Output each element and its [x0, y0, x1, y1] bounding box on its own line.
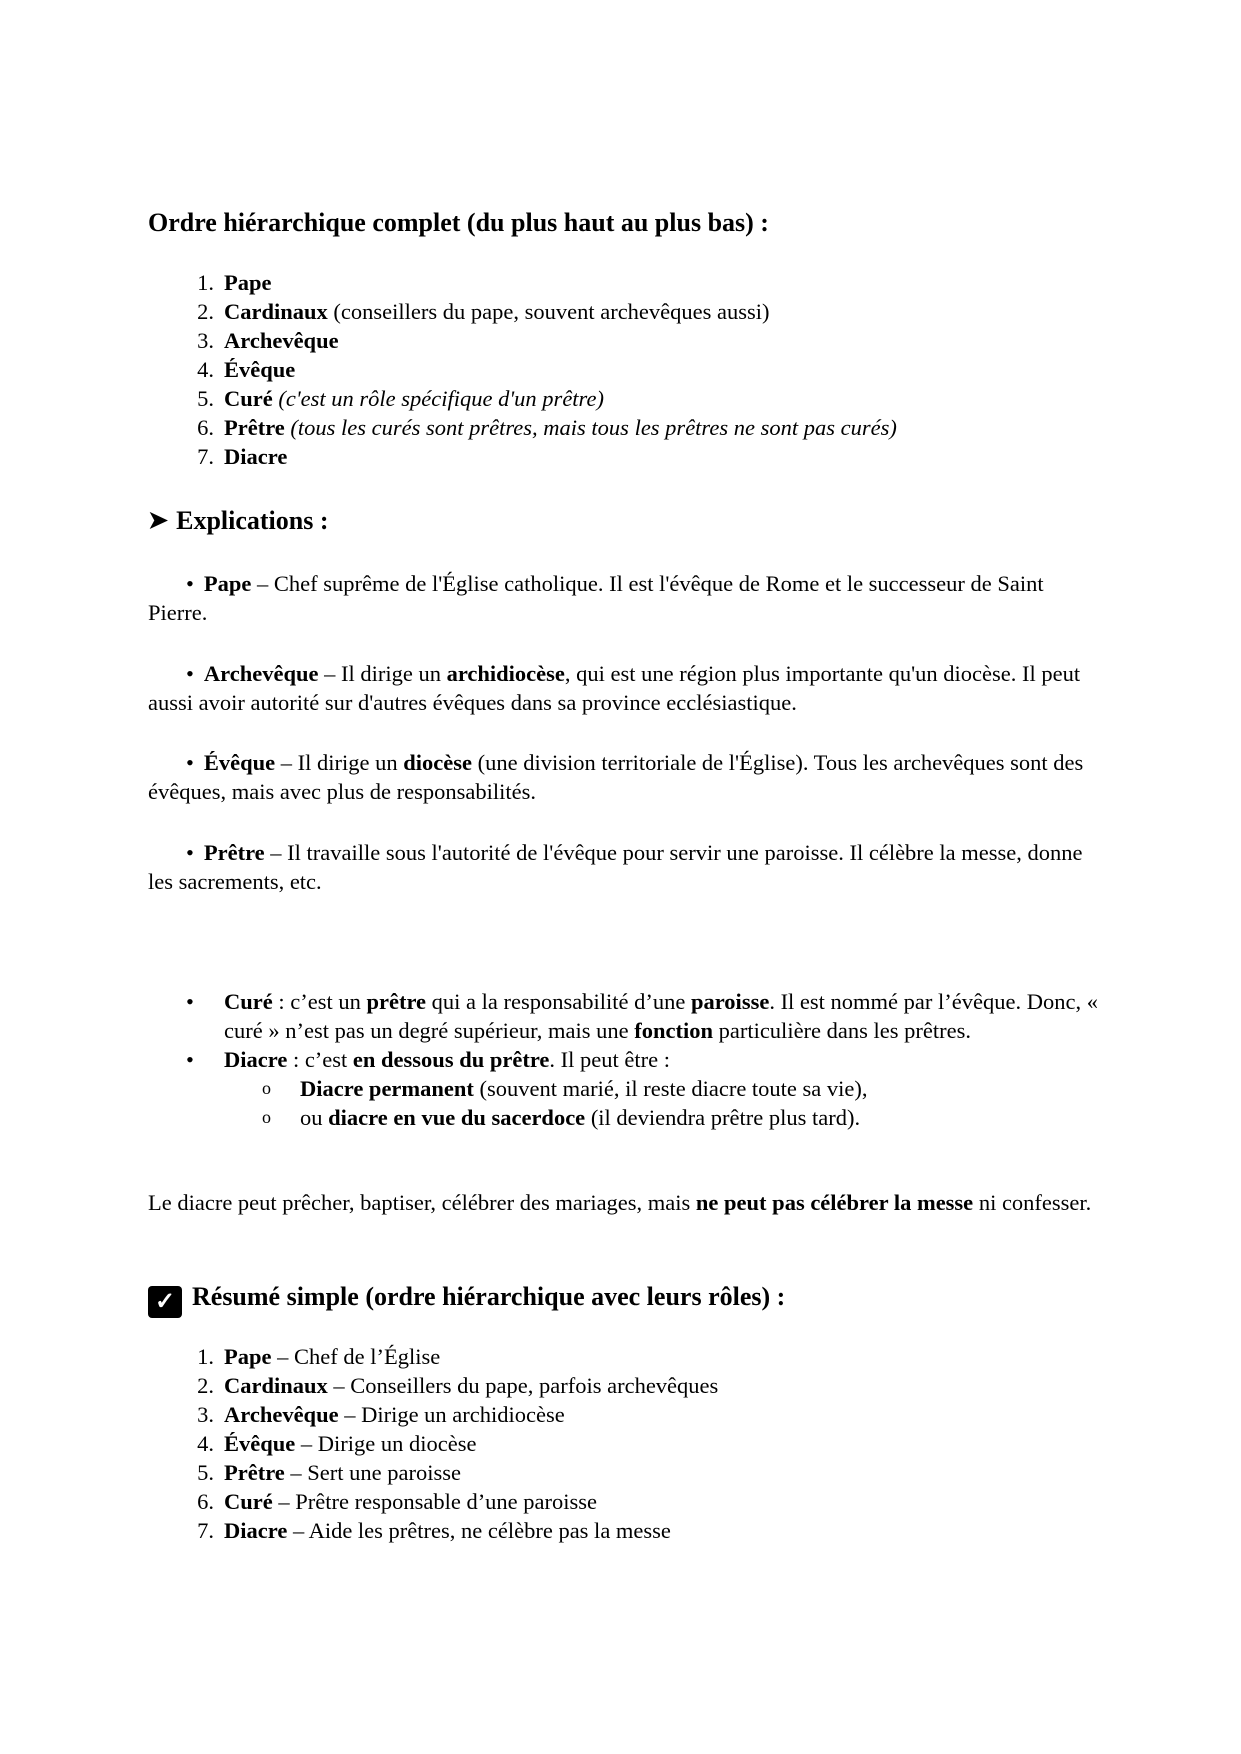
item-number: 7. — [197, 444, 214, 469]
list-item — [148, 442, 897, 471]
item-text: – Dirige un archidiocèse — [338, 1402, 565, 1427]
item-title: Prêtre — [224, 415, 285, 440]
keyword: diacre en vue du sacerdoce — [328, 1105, 586, 1130]
cure-diacre-list — [148, 987, 1108, 1132]
diacre-types-list — [224, 1074, 1108, 1132]
definition: particulière dans les prêtres. — [712, 1018, 971, 1043]
item-number: 7. — [197, 1518, 214, 1543]
list-item — [148, 297, 897, 326]
keyword: fonction — [634, 1018, 713, 1043]
item-title: Cardinaux — [224, 299, 328, 324]
item-title: Curé — [224, 386, 273, 411]
definition: . Il peut être : — [549, 1047, 670, 1072]
keyword: paroisse — [690, 989, 770, 1014]
term: Curé — [224, 989, 273, 1014]
item-number: 1. — [197, 1344, 214, 1369]
explanation-eveque — [148, 748, 1108, 806]
summary-list — [148, 1342, 718, 1545]
sub-item — [224, 1103, 1108, 1132]
item-title: Évêque — [224, 357, 296, 382]
definition: – Chef suprême de l'Église catholique. Il est l'évêque de Rome et le successeur de Saint Pierre. — [148, 571, 1044, 625]
arrow-right-icon: ➤ — [148, 508, 169, 534]
list-item — [148, 1400, 718, 1429]
explanation-pretre — [148, 838, 1108, 896]
list-item — [148, 1487, 718, 1516]
note-text: Le diacre peut prêcher, baptiser, célébrer des mariages, mais — [148, 1190, 696, 1215]
list-item — [148, 1342, 718, 1371]
keyword: prêtre — [366, 989, 427, 1014]
bullet-icon: • — [186, 840, 194, 865]
item-number: 6. — [197, 415, 214, 440]
term: Diacre — [224, 1047, 288, 1072]
item-note: (c'est un rôle spécifique d'un prêtre) — [272, 386, 604, 411]
keyword: en dessous du prêtre — [352, 1047, 550, 1072]
checkmark-icon: ✓ — [148, 1286, 182, 1318]
list-item — [148, 1516, 718, 1545]
bullet-icon: • — [186, 989, 194, 1014]
definition: (il deviendra prêtre plus tard). — [585, 1105, 861, 1130]
item-number: 2. — [197, 299, 214, 324]
explanations-heading — [148, 505, 329, 537]
term: Pape — [203, 571, 252, 596]
bullet-icon: • — [186, 1047, 194, 1072]
item-number: 4. — [197, 357, 214, 382]
item-title: Cardinaux — [224, 1373, 328, 1398]
item-text: – Prêtre responsable d’une paroisse — [272, 1489, 598, 1514]
keyword: archidiocèse — [446, 661, 565, 686]
item-note: (tous les curés sont prêtres, mais tous les prêtres ne sont pas curés) — [284, 415, 897, 440]
keyword: diocèse — [403, 750, 472, 775]
summary-heading — [148, 1281, 785, 1318]
definition: – Il dirige un — [275, 750, 404, 775]
item-text: – Conseillers du pape, parfois archevêques — [327, 1373, 719, 1398]
definition: , qui est une région plus importante qu'un diocèse. Il peut aussi avoir autorité sur d'autres évêques dans sa province ecclésiastique. — [148, 661, 1081, 715]
item-text: – Dirige un diocèse — [295, 1431, 477, 1456]
explanation-archeveque — [148, 659, 1108, 717]
item-title: Pape — [224, 270, 272, 295]
diacre-note — [148, 1188, 1108, 1217]
item-title: Prêtre — [224, 1460, 285, 1485]
item-number: 4. — [197, 1431, 214, 1456]
item-title: Archevêque — [224, 1402, 339, 1427]
item-title: Archevêque — [224, 328, 339, 353]
list-item — [148, 268, 897, 297]
list-item — [148, 326, 897, 355]
list-item-cure — [148, 987, 1108, 1045]
list-item — [148, 413, 897, 442]
item-number: 2. — [197, 1373, 214, 1398]
item-number: 1. — [197, 270, 214, 295]
definition: (une division territoriale de l'Église). Tous les archevêques sont des évêques, mais avec plus de responsabilités. — [148, 750, 1084, 804]
hierarchy-heading: Ordre hiérarchique complet (du plus haut au plus bas) : — [148, 208, 769, 237]
definition: : c’est — [287, 1047, 353, 1072]
item-number: 3. — [197, 328, 214, 353]
item-number: 6. — [197, 1489, 214, 1514]
list-item — [148, 384, 897, 413]
summary-heading-text: Résumé simple (ordre hiérarchique avec leurs rôles) : — [192, 1282, 786, 1311]
circle-bullet-icon: o — [262, 1078, 271, 1098]
definition: (souvent marié, il reste diacre toute sa vie), — [473, 1076, 868, 1101]
definition: : c’est un — [272, 989, 367, 1014]
item-text: – Sert une paroisse — [284, 1460, 461, 1485]
term: Archevêque — [203, 661, 319, 686]
bullet-icon: • — [186, 750, 194, 775]
term: Prêtre — [203, 840, 265, 865]
explanation-pape — [148, 569, 1108, 627]
list-item — [148, 1429, 718, 1458]
keyword: ne peut pas célébrer la messe — [695, 1190, 974, 1215]
sub-item — [224, 1074, 1108, 1103]
definition: – Il travaille sous l'autorité de l'évêque pour servir une paroisse. Il célèbre la messe, donne les sacrements, etc. — [148, 840, 1083, 894]
item-number: 3. — [197, 1402, 214, 1427]
hierarchy-list — [148, 268, 897, 471]
definition: – Il dirige un — [318, 661, 447, 686]
item-number: 5. — [197, 386, 214, 411]
item-title: Évêque — [224, 1431, 296, 1456]
item-text: – Aide les prêtres, ne célèbre pas la messe — [287, 1518, 671, 1543]
list-item — [148, 1458, 718, 1487]
item-title: Diacre — [224, 444, 288, 469]
item-number: 5. — [197, 1460, 214, 1485]
term: Évêque — [203, 750, 276, 775]
bullet-icon: • — [186, 661, 194, 686]
item-text: (conseillers du pape, souvent archevêques aussi) — [327, 299, 770, 324]
list-item — [148, 1371, 718, 1400]
item-text: – Chef de l’Église — [271, 1344, 441, 1369]
definition: . Il est nommé par l’évêque. Donc, « curé » n’est pas un degré supérieur, mais une — [224, 989, 1098, 1043]
item-title: Diacre — [224, 1518, 288, 1543]
definition: ou — [300, 1105, 329, 1130]
item-title: Curé — [224, 1489, 273, 1514]
keyword: Diacre permanent — [300, 1076, 474, 1101]
list-item-diacre — [148, 1045, 1108, 1132]
explanations-heading-text: Explications : — [176, 506, 329, 535]
circle-bullet-icon: o — [262, 1107, 271, 1127]
note-text: ni confesser. — [973, 1190, 1092, 1215]
bullet-icon: • — [186, 571, 194, 596]
list-item — [148, 355, 897, 384]
definition: qui a la responsabilité d’une — [426, 989, 691, 1014]
item-title: Pape — [224, 1344, 272, 1369]
